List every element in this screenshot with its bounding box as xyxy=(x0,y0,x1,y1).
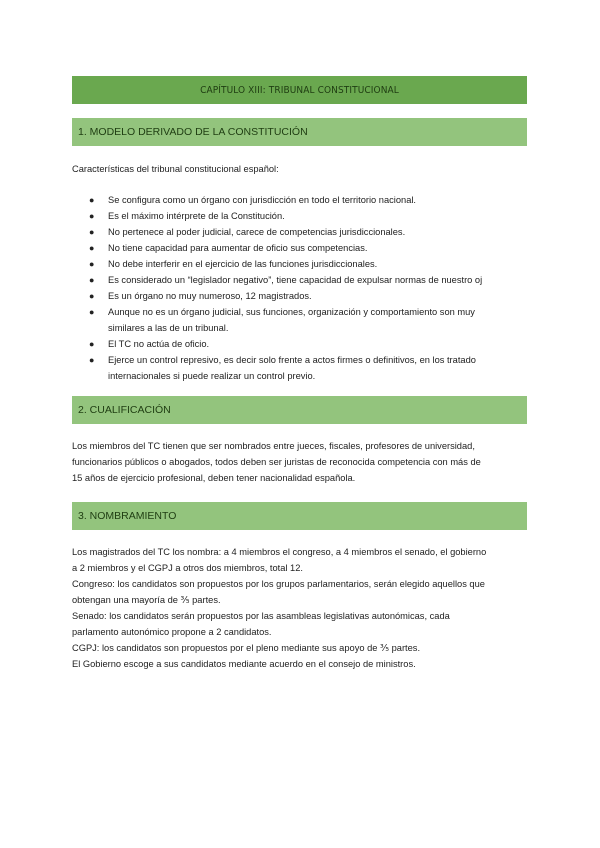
list-item: ● Es el máximo intérprete de la Constitución. xyxy=(72,208,532,224)
list-item: ● Es un órgano no muy numeroso, 12 magistrados. xyxy=(72,288,532,304)
list-item: ● No pertenece al poder judicial, carece de competencias jurisdiccionales. xyxy=(72,224,532,240)
list-item: ● Ejerce un control represivo, es decir solo frente a actos firmes o definitivos, en los tratado internacionales si puede realizar un control previo. xyxy=(72,352,532,384)
section-heading-2: 2. CUALIFICACIÓN xyxy=(72,396,527,424)
bullet-icon: ● xyxy=(89,339,95,349)
list-item: ● No tiene capacidad para aumentar de oficio sus competencias. xyxy=(72,240,532,256)
bullet-icon: ● xyxy=(89,211,95,221)
bullet-icon: ● xyxy=(89,227,95,237)
bullet-icon: ● xyxy=(89,243,95,253)
section-2-body: Los miembros del TC tienen que ser nombrados entre jueces, fiscales, profesores de universidad, funcionarios públicos o abogados, todos deben ser juristas de reconocida competencia con más de 15 años de ejercicio profesional, deben tener nacionalidad española. xyxy=(72,441,481,483)
list-item: ● Es considerado un “legislador negativo”, tiene capacidad de expulsar normas de nuestro oj xyxy=(72,272,532,288)
section-3-body: Los magistrados del TC los nombra: a 4 miembros el congreso, a 4 miembros el senado, el gobierno a 2 miembros y el CGPJ a otros dos miembros, total 12. Congreso: los candidatos son propuestos por los grupos parlamentarios, serán elegido aquellos que obtengan una mayoría de ⅗ partes. Senado: los candidatos serán propuestos por las asambleas legislativas autonómicas, cada parlamento autonómico propone a 2 candidatos. CGPJ: los candidatos son propuestos por el pleno mediante sus apoyo de ⅗ partes. El Gobierno escoge a sus candidatos mediante acuerdo en el consejo de ministros. xyxy=(72,547,487,669)
chapter-title: CAPÍTULO XIII: TRIBUNAL CONSTITUCIONAL xyxy=(72,76,527,104)
list-item: ● Se configura como un órgano con jurisdicción en todo el territorio nacional. xyxy=(72,192,532,208)
bullet-icon: ● xyxy=(89,355,95,365)
section-heading-3: 3. NOMBRAMIENTO xyxy=(72,502,527,530)
bullet-icon: ● xyxy=(89,275,95,285)
list-item: ● No debe interferir en el ejercicio de las funciones jurisdiccionales. xyxy=(72,256,532,272)
bullet-icon: ● xyxy=(89,307,95,317)
characteristics-list xyxy=(72,192,532,384)
bullet-icon: ● xyxy=(89,291,95,301)
list-item: ● Aunque no es un órgano judicial, sus funciones, organización y comportamiento son muy similares a las de un tribunal. xyxy=(72,304,532,336)
list-item: ● El TC no actúa de oficio. xyxy=(72,336,532,352)
section-heading-1: 1. MODELO DERIVADO DE LA CONSTITUCIÓN xyxy=(72,118,527,146)
bullet-icon: ● xyxy=(89,259,95,269)
section-1-intro: Características del tribunal constitucional español: xyxy=(72,164,279,174)
bullet-icon: ● xyxy=(89,195,95,205)
